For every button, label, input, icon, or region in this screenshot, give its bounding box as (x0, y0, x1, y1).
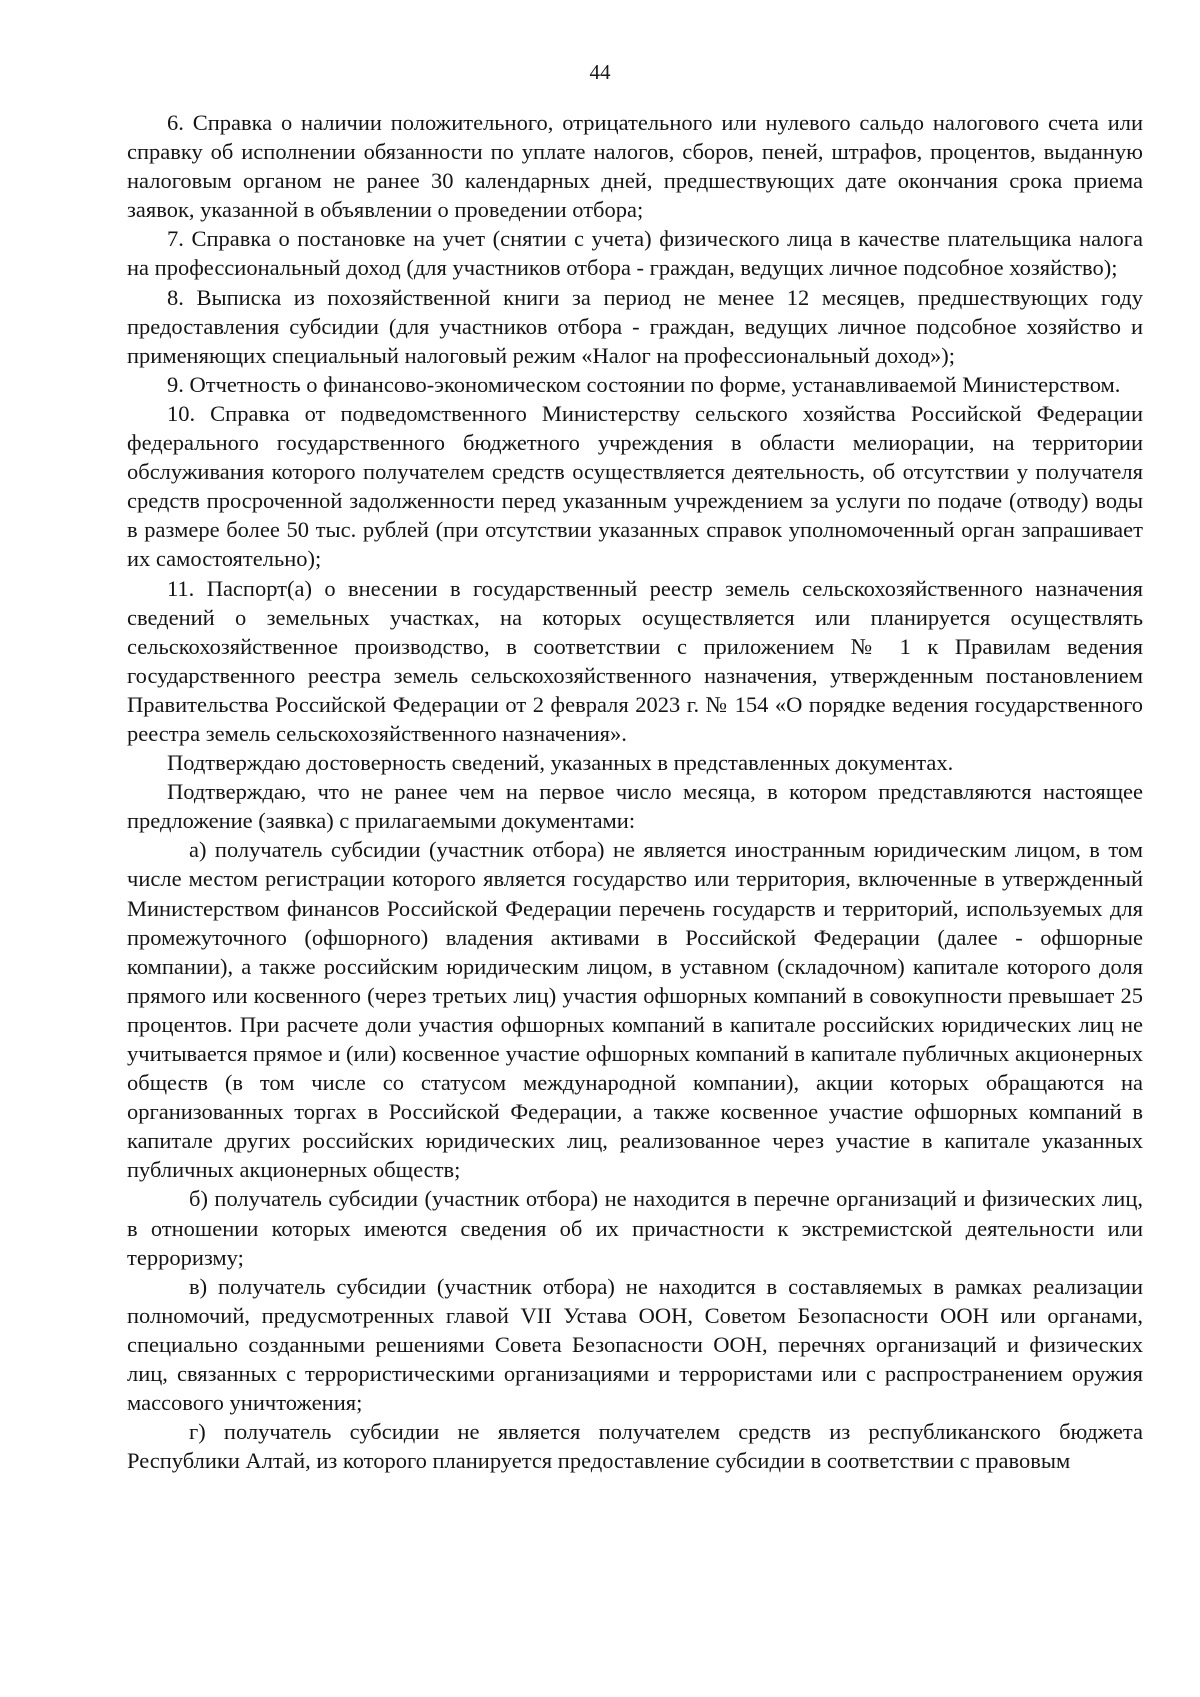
paragraph-confirm-accuracy: Подтверждаю достоверность сведений, указанных в представленных документах. (167, 750, 954, 776)
paragraph-confirm-conditions: Подтверждаю, что не ранее чем на первое число месяца, в котором представляются настоящее предложение (заявка) с прилагаемыми документами: (127, 779, 1143, 834)
paragraph-item-9: 9. Отчетность о финансово-экономическом состоянии по форме, устанавливаемой Министерством. (167, 371, 1121, 397)
subparagraph-a: а) получатель субсидии (участник отбора) не является иностранным юридическим лицом, в том числе местом регистрации которого является государство или территория, включенные в утвержденный Министерством финансов Российской Федерации перечень государств и территорий, используемых для промежуточного (офшорного) владения активами в Российской Федерации (далее - офшорные компании), а также российским юридическим лицом, в уставном (складочном) капитале которого доля прямого или косвенного (через третьих лиц) участия офшорных компаний в совокупности превышает 25 процентов. При расчете доли участия офшорных компаний в капитале российских юридических лиц не учитывается прямое и (или) косвенное участие офшорных компаний в капитале публичных акционерных обществ (в том числе со статусом международной компании), акции которых обращаются на организованных торгах в Российской Федерации, а также косвенное участие офшорных компаний в капитале других российских юридических лиц, реализованное через участие в капитале указанных публичных акционерных обществ; (127, 837, 1143, 1183)
paragraph-item-11: 11. Паспорт(а) о внесении в государственный реестр земель сельскохозяйственного назначения сведений о земельных участках, на которых осуществляется или планируется осуществлять сельскохозяйственное производство, в соответствии с приложением № 1 к Правилам ведения государственного реестра земель сельскохозяйственного назначения, утвержденным постановлением Правительства Российской Федерации от 2 февраля 2023 г. № 154 «О порядке ведения государственного реестра земель сельскохозяйственного назначения». (127, 575, 1143, 746)
subparagraph-v: в) получатель субсидии (участник отбора) не находится в составляемых в рамках реализации полномочий, предусмотренных главой VII Устава ООН, Советом Безопасности ООН или органами, специально созданными решениями Совета Безопасности ООН, перечнях организаций и физических лиц, связанных с террористическими организациями и террористами или с распространением оружия массового уничтожения; (127, 1273, 1143, 1416)
paragraph-item-6: 6. Справка о наличии положительного, отрицательного или нулевого сальдо налогового счета или справку об исполнении обязанности по уплате налогов, сборов, пеней, штрафов, процентов, выданную налоговым органом не ранее 30 календарных дней, предшествующих дате окончания срока приема заявок, указанной в объявлении о проведении отбора; (127, 110, 1143, 223)
document-body (127, 108, 1143, 1475)
paragraph-item-10: 10. Справка от подведомственного Министерству сельского хозяйства Российской Федерации федерального государственного бюджетного учреждения в области мелиорации, на территории обслуживания которого получателем средств осуществляется деятельность, об отсутствии у получателя средств просроченной задолженности перед указанным учреждением за услуги по подаче (отводу) воды в размере более 50 тыс. рублей (при отсутствии указанных справок уполномоченный орган запрашивает их самостоятельно); (127, 400, 1143, 572)
subparagraph-b: б) получатель субсидии (участник отбора) не находится в перечне организаций и физических лиц, в отношении которых имеются сведения об их причастности к экстремистской деятельности или терроризму; (127, 1186, 1143, 1270)
paragraph-item-8: 8. Выписка из похозяйственной книги за период не менее 12 месяцев, предшествующих году предоставления субсидии (для участников отбора - граждан, ведущих личное подсобное хозяйство и применяющих специальный налоговый режим «Налог на профессиональный доход»); (127, 284, 1143, 368)
page-number: 44 (589, 60, 611, 84)
subparagraph-g: г) получатель субсидии не является получателем средств из республиканского бюджета Республики Алтай, из которого планируется предоставление субсидии в соответствии с правовым (127, 1419, 1143, 1474)
paragraph-item-7: 7. Справка о постановке на учет (снятии с учета) физического лица в качестве плательщика налога на профессиональный доход (для участников отбора - граждан, ведущих личное подсобное хозяйство); (127, 226, 1143, 281)
